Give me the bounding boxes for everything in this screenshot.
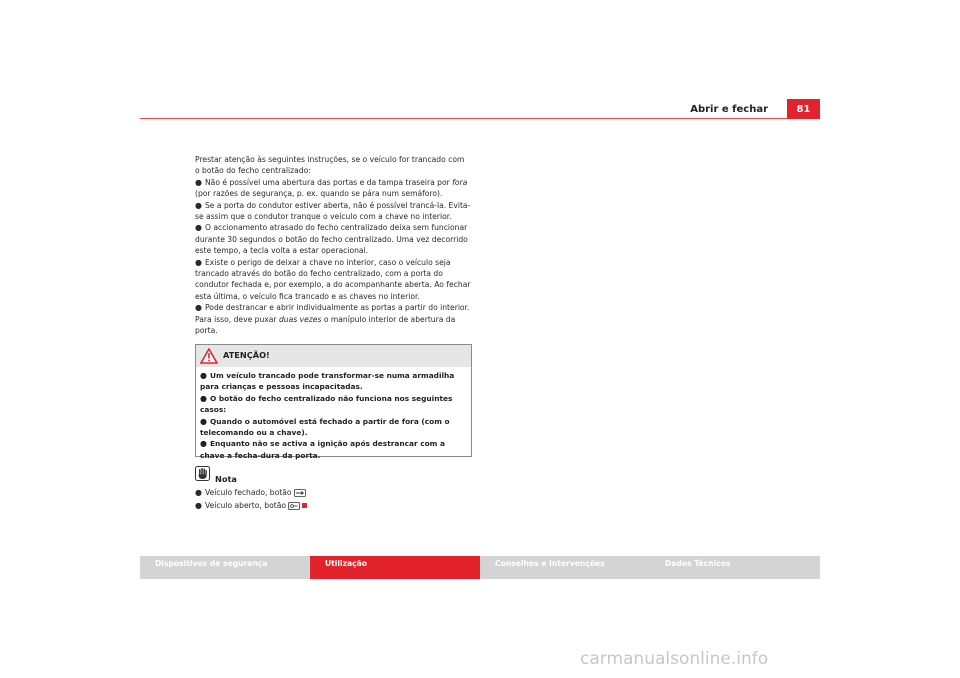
bullet-icon: ●: [200, 371, 207, 380]
body-text: [195, 154, 471, 337]
intro-paragraph: Prestar atenção às seguintes instruções, se o veículo for trancado com o botão do fecho centralizado:: [195, 155, 465, 176]
bullet-item: ● Pode destrancar e abrir individualmente as portas a partir do interior. Para isso, deve puxar duas vezes o manípulo interior de abertura da porta.: [195, 303, 470, 336]
warning-header: [196, 345, 471, 367]
warning-item: ● Enquanto não se activa a ignição após destrancar com a chave a fecha-dura da porta.: [200, 439, 445, 460]
note-hand-icon: [195, 466, 210, 481]
bullet-icon: ●: [195, 177, 202, 187]
bullet-icon: ●: [195, 200, 202, 210]
header-rule: [140, 118, 820, 119]
warning-item: ● O botão do fecho centralizado não funciona nos seguintes casos:: [200, 393, 453, 415]
warning-title: ATENÇÃO!: [223, 350, 270, 360]
warning-box: [195, 344, 472, 460]
page-number: 81: [787, 99, 820, 119]
bullet-icon: ●: [200, 439, 207, 449]
warning-item: ● Quando o automóvel está fechado a partir de fora (com o telecomando ou a chave).: [200, 416, 450, 438]
tab-dados-tecnicos[interactable]: Dados Técnicos: [650, 556, 820, 579]
bullet-item: ● Não é possível uma abertura das portas e da tampa traseira por fora (por razões de segurança, p. ex. quando se pára num semáforo).: [195, 177, 468, 199]
bullet-icon: ●: [195, 488, 202, 497]
warning-item: ● Um veículo trancado pode transformar-se numa armadilha para crianças e pessoas incapacitadas.: [200, 371, 455, 392]
bullet-icon: ●: [195, 223, 202, 233]
bullet-icon: ●: [200, 393, 207, 403]
bullet-item: ● Existe o perigo de deixar a chave no interior, caso o veículo seja trancado através do botão do fecho centralizado, com a porta do condutor fechada e, por exemplo, a do acompanhante aberta. Ao fechar esta última, o veículo fica trancado e as chaves no interior.: [195, 257, 471, 301]
section-end-marker: [302, 503, 307, 508]
bullet-item: ● O accionamento atrasado do fecho centralizado deixa sem funcionar durante 30 segundos o botão do fecho centralizado. Uma vez decorrido este tempo, a tecla volta a estar operacional.: [195, 223, 468, 256]
section-title: Abrir e fechar: [690, 104, 768, 115]
note-item: ● Veículo aberto, botão: [195, 500, 471, 513]
tab-dispositivos-de-seguranca[interactable]: Dispositivos de segurança: [140, 556, 310, 579]
watermark: carmanualsonline.info: [580, 649, 769, 669]
note-title: Nota: [215, 474, 237, 484]
lock-key-icon: [294, 489, 306, 497]
warning-triangle-icon: [200, 348, 218, 364]
note-item: ● Veículo fechado, botão: [195, 487, 471, 500]
bullet-icon: ●: [195, 257, 202, 267]
tab-utilizacao[interactable]: Utilização: [310, 556, 480, 579]
warning-body: [196, 367, 471, 461]
footer-nav: [140, 556, 820, 579]
note-list: [195, 487, 471, 513]
bullet-item: ● Se a porta do condutor estiver aberta, não é possível trancá-la. Evita-se assim que o condutor tranque o veículo com a chave no interior.: [195, 200, 471, 222]
unlock-key-icon: [288, 502, 300, 510]
bullet-icon: ●: [195, 303, 202, 313]
bullet-icon: ●: [195, 500, 202, 510]
tab-conselhos-e-intervencoes[interactable]: Conselhos e Intervenções: [480, 556, 650, 579]
bullet-icon: ●: [200, 416, 207, 426]
